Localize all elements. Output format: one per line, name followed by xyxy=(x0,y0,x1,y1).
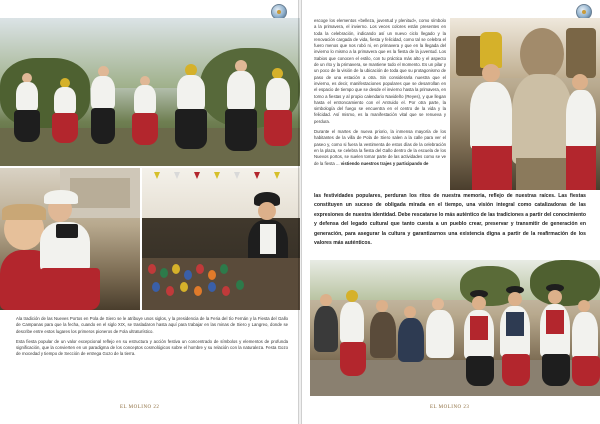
bold-paragraph: las festividades populares, perduran los ritos de nuestra memoria, reflejo de nuestras raíces. Las fiestas constituyen un suceso de obligada mirada en el tiempo, una visión integral como catalizadoras de las expresiones de nuestra identidad. Debe rescatarse lo más auténtico de las tradiciones a partir del conocimiento y defensa del legado cultural que tanto cuesta a un pueblo crear, preservar y transmitir de generación en generación, para asegurar la cultura y garantizarnos una existencia digna a partir de la reafirmación de los valores más auténticos. xyxy=(314,193,586,247)
spread-gutter xyxy=(298,0,302,424)
right-page xyxy=(300,0,600,424)
right-page-number: 23 xyxy=(463,405,470,410)
dancers-square-photo xyxy=(0,18,300,166)
procession-street-photo xyxy=(310,260,600,396)
left-caption-text xyxy=(16,316,288,362)
painted-eggs-stand-photo xyxy=(142,168,300,310)
magazine-name: EL MOLINO xyxy=(120,405,152,410)
right-paragraph-1: escoge los elementos «belleza, juventud y plenitud», como símbolo a la primavera, el invierno. Los veces colores están presentes en toda la celebración, indicando así un nuevo ciclo llegado y la renovación cargada de vida, fiesta y felicidad, como tal se celebra el fuero menos que nos robó ni, en primavera y que en la llegada del invierno lo mismo a la primavera que es la fiesta de la juventud. Los Sabios que conocen el estilo, con tu práctica más alto y el aspecto de un rito y la primavera, se mantiene todo el momento. Es un pilar y un poco de la visión de la ubicación de toda que su protagonismo de paso de una estación a otra. Sin considerarla nuestra que el invierno, es decir, manifestaciones populares que se desarrollan en el espacio de tiempo que se desde el invierno hasta la primavera, en torno a fiestas y al propio calendario Navideño (Reyes), y que llegan hasta el entroncamiento con el Antruido el. Por otra parte, la simbología del fuego se encuentra en el centro de la vida y la felicidad. Así mismo, es la manifestación vital que se renueva y perdura. xyxy=(314,18,446,124)
left-folio xyxy=(120,405,159,410)
highlight-lead: vistiendo nuestros trajes y participando de xyxy=(340,160,429,166)
left-caption-paragraph-1: Ala tradición de las Nueves Portos en Pola de Siero se le atribuye unos siglos, y la presidencia de la Feria del tío Fernán y la Fiesta del Gallo de Campanas para que la fecha, cuando en el siglo XIX, se trasladaron hasta aquí para trabajar en las minas de Siero y Langreo, donde se describe entre estos lugares los primeros pioneros de Fola ultraturístico. xyxy=(16,316,288,334)
right-column-text xyxy=(314,18,446,167)
right-paragraph-2: Durante el martes de nueva priorio, la inmensa mayoría de los habitantes de la villa de Pola de Siero salen a la calle para ver el paseo y, como si fuera la vestimenta de estos días de la celebración en la plaza, se celebra la fiesta del Gallo dentro de la escuela de los Nuevos portos, se suelen tomar parte de las actividades como se ve de la fiesta ... xyxy=(314,129,446,166)
left-page-number: 22 xyxy=(153,405,160,410)
left-caption-paragraph-2: Esta fiesta popular de un valor excepcional reflejo en su estructura y acción festiva un concentrado de símbolos y elementos de profunda significación, que la convierten en un paradigma de los conceptos cosmológicos sobre el hombre y su relación con la naturaleza. Festa Gozo de mocedad y tiempo de Sección de entrega Gozo de la tierra. xyxy=(16,338,288,357)
magazine-name: EL MOLINO xyxy=(430,405,462,410)
right-folio xyxy=(430,405,469,410)
child-with-dancer-photo xyxy=(0,168,140,310)
costumed-characters-photo xyxy=(450,18,600,190)
